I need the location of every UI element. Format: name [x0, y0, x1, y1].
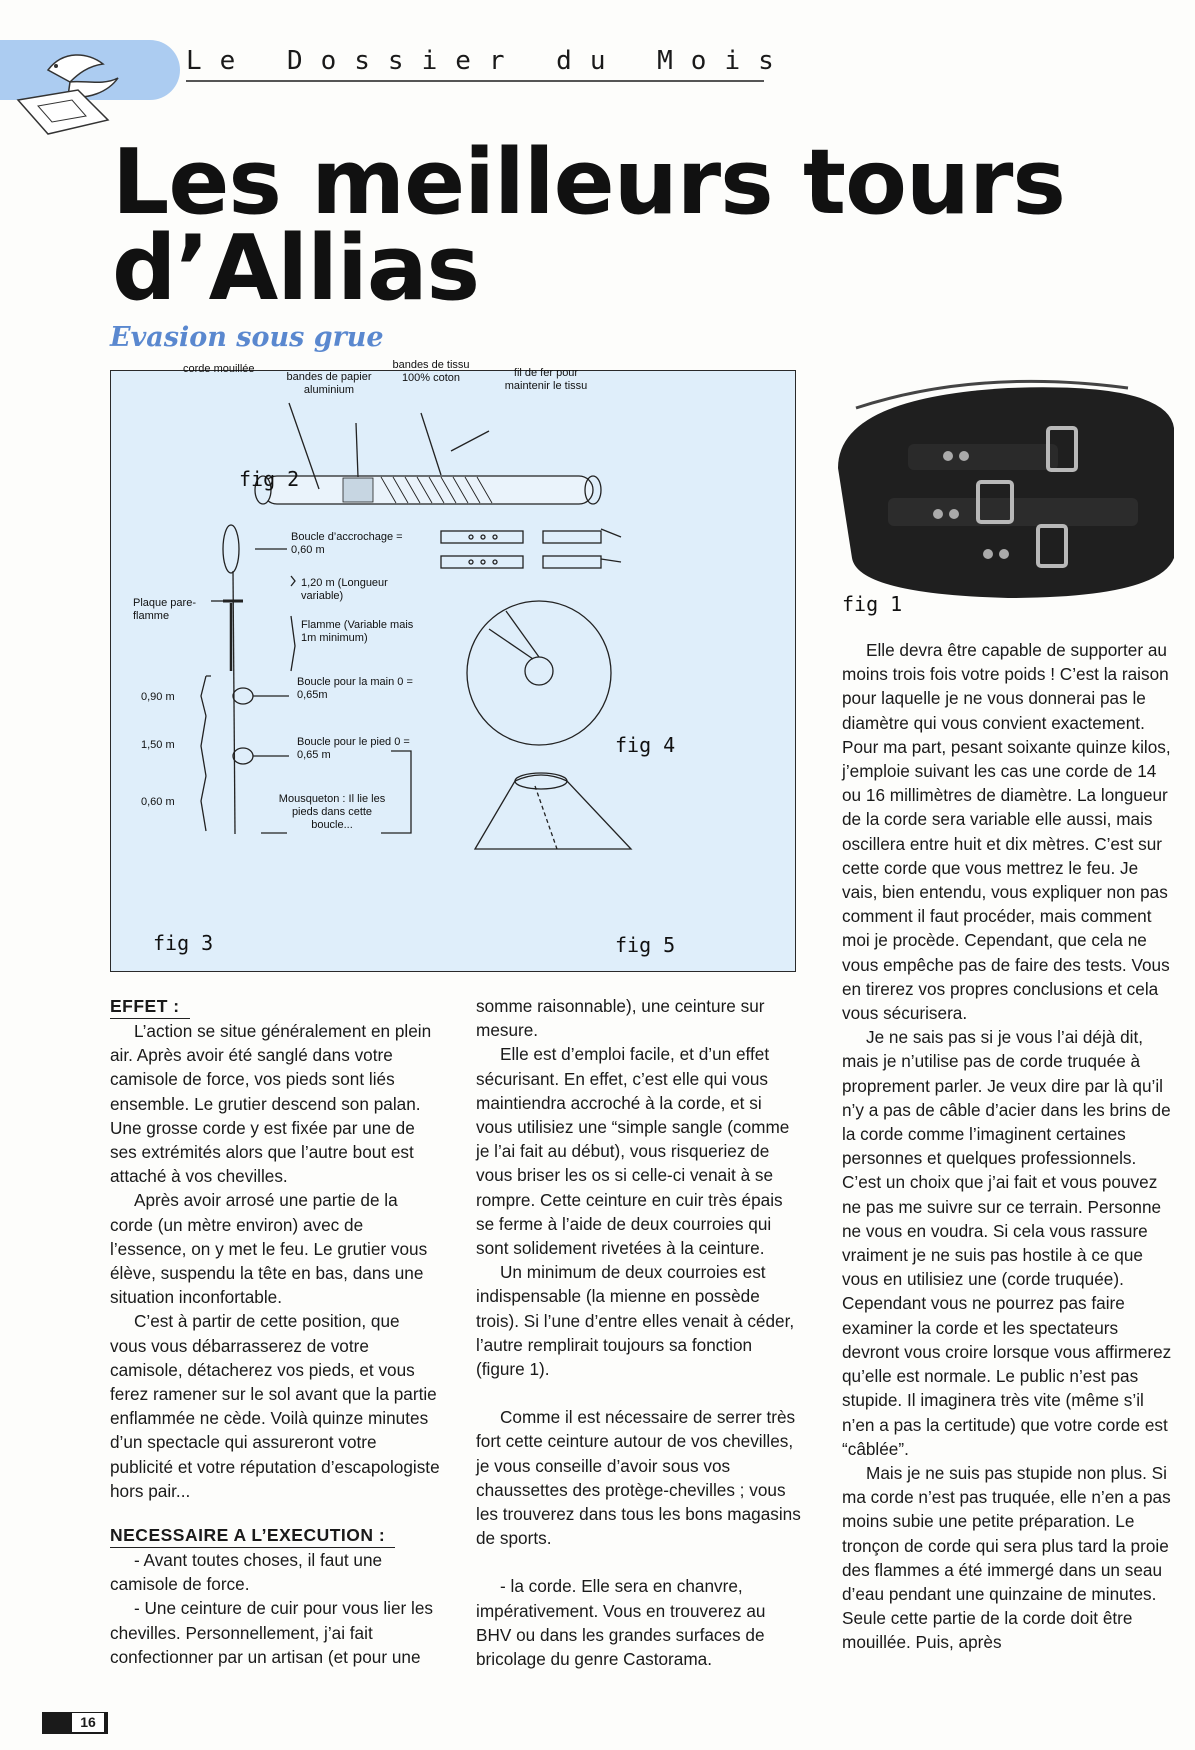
article-title — [112, 130, 1065, 321]
column-3 — [842, 638, 1172, 1655]
fig3-caption: fig 3 — [153, 931, 214, 955]
section-header: Le Dossier du Mois — [186, 46, 792, 76]
col2-paragraph-3: Un minimum de deux courroies est indispensable (la mienne en possède trois). Si l’une d’entre elles venait à céder, l’autre remplirait toujours sa fonction (figure 1). — [476, 1262, 795, 1380]
col1-paragraph-1: L’action se situe généralement en plein air. Après avoir été sanglé dans votre camisole de force, vos pieds sont liés ensemble. Le grutier descend son palan. Une grosse corde y est fixée par une de ses extrémités alors que l’autre bout est attaché à vos chevilles. — [110, 1021, 432, 1187]
article-subtitle: Evasion sous grue — [110, 322, 384, 353]
col1-paragraph-4: - Avant toutes choses, il faut une camisole de force. — [110, 1550, 383, 1595]
column-2 — [476, 994, 802, 1671]
title-line-1: Les meilleurs tours — [112, 130, 1065, 235]
col2-paragraph-1: somme raisonnable), une ceinture sur mesure. — [476, 996, 765, 1041]
fig3-label-carabiner: Mousqueton : Il lie les pieds dans cette boucle... — [278, 793, 386, 831]
fig4-caption: fig 4 — [615, 733, 676, 757]
col2-paragraph-2: Elle est d’emploi facile, et d’un effet sécurisant. En effet, c’est elle qui vous maintiendra accroché à la corde, et si vous utilisiez une “simple sangle (comme je l’ai fait au début), vous risqueriez de vous briser les os si celle-ci venait à se rompre. Cette ceinture en cuir très épais se ferme à l’aide de deux courroies qui sont solidement rivetées à la ceinture. — [476, 1044, 790, 1259]
col1-paragraph-3: C’est à partir de cette position, que vous vous débarrasserez de votre camisole, détacherez vos pieds, et vous ferez ramener sur le sol avant que la partie enflammée ne cède. Voilà quinze minutes d’un spectacle qui assureront votre publicité et votre réputation d’escapologiste hors pair... — [110, 1311, 440, 1501]
leather-belt-photo — [828, 358, 1184, 606]
fig3-label-foot-loop: Boucle pour le pied 0 = 0,65 m — [297, 736, 410, 761]
fig3-label-plate: Plaque pare-flamme — [133, 597, 196, 622]
fig3-label-hang-loop: Boucle d’accrochage = 0,60 m — [291, 531, 403, 556]
fig2-label-rope: corde mouillée — [183, 363, 255, 375]
column-1 — [110, 994, 440, 1669]
col3-paragraph-1: Elle devra être capable de supporter au moins trois fois votre poids ! C’est la raison pour laquelle je ne vous donnerai pas le diamètre qui vous convient exactement. Pour ma part, pesant soixante quinze kilos, j’emploie suivant les cas une corde de 14 ou 16 millimètres de diamètre. La longueur de la corde sera variable elle aussi, mais oscillera entre huit et dix mètres. C’est sur cette corde que vous mettrez le feu. Je vais, bien entendu, vous expliquer non pas comment il faut procéder, mais comment moi je procède. Cependant, que cela ne vous empêche pas de faire des tests. Vous en tirerez vos propres conclusions et cela vous sécurisera. — [842, 640, 1171, 1024]
fig5-caption: fig 5 — [615, 933, 676, 957]
fig3-dim-3: 0,60 m — [141, 796, 175, 808]
col2-paragraph-4: Comme il est nécessaire de serrer très fort cette ceinture autour de vos chevilles, je vous conseille d’avoir sous vos chaussettes des protège-chevilles ; vous les trouverez dans tous les bons magasins de sports. — [476, 1407, 801, 1549]
heading-necessaire: NECESSAIRE A L’EXECUTION : — [110, 1523, 395, 1548]
page-number: 16 — [72, 1713, 104, 1732]
title-line-2: d’Allias — [112, 216, 480, 321]
fig2-caption: fig 2 — [239, 467, 300, 491]
fig2-label-fabric: bandes de tissu 100% coton — [392, 359, 470, 384]
fig3-dim-1: 0,90 m — [141, 691, 175, 703]
col2-paragraph-5: - la corde. Elle sera en chanvre, impérativement. Vous en trouverez au BHV ou dans les grandes surfaces de bricolage du genre Castorama. — [476, 1576, 766, 1670]
diagram-drawing — [111, 371, 795, 971]
fig3-dim-2: 1,50 m — [141, 739, 175, 751]
fig2-label-wire: fil de fer pour maintenir le tissu — [504, 367, 588, 392]
col3-paragraph-2: Je ne sais pas si je vous l’ai déjà dit, mais je n’utilise pas de corde truquée à proprement parler. Je veux dire par là qu’il n’y a pas de câble d’acier dans les brins de la corde comme l’imaginent certaines personnes et quelques professionnels. C’est un choix que j’ai fait et vous pouvez ne pas me suivre sur ce terrain. Personne ne vous en voudra. Si cela vous rassure vraiment je ne suis pas hostile à ce que vous en utilisiez une (corde truquée). Cependant vous ne pourrez pas faire examiner la corde et les spectateurs devront vous croire lorsque vous affirmerez qu’elle est normale. Le public n’est pas stupide. Il imaginera très vite (même s’il n’en a pas la certitude) que votre corde est “câblée”. — [842, 1027, 1172, 1459]
fig1-caption: fig 1 — [842, 592, 903, 616]
dove-logo-icon — [8, 30, 128, 140]
col3-paragraph-3: Mais je ne suis pas stupide non plus. Si ma corde n’est pas truquée, elle n’en a pas moins subie une petite préparation. Le tronçon de corde qui sera plus tard la proie des flammes a été immergé dans un seau d’eau pendant une quinzaine de minutes. Seule cette partie de la corde doit être mouillée. Puis, après — [842, 1462, 1171, 1653]
fig3-label-hand-loop: Boucle pour la main 0 = 0,65m — [297, 676, 413, 701]
col1-paragraph-5: - Une ceinture de cuir pour vous lier les chevilles. Personnellement, j’ai fait confectionner par un artisan (et pour une — [110, 1598, 434, 1667]
col1-paragraph-2: Après avoir arrosé une partie de la corde (un mètre environ) avec de l’essence, on y met le feu. Le grutier vous élève, suspendu la tête en bas, dans une situation inconfortable. — [110, 1190, 428, 1308]
fig2-label-paper: bandes de papier aluminium — [286, 371, 372, 396]
page-number-box — [42, 1712, 108, 1734]
heading-effet: EFFET : — [110, 994, 190, 1019]
fig3-label-length: 1,20 m (Longueur variable) — [301, 577, 388, 602]
fig3-label-flame: Flamme (Variable mais 1m minimum) — [301, 619, 414, 644]
header-rule — [186, 80, 764, 82]
diagram-panel — [110, 359, 796, 972]
